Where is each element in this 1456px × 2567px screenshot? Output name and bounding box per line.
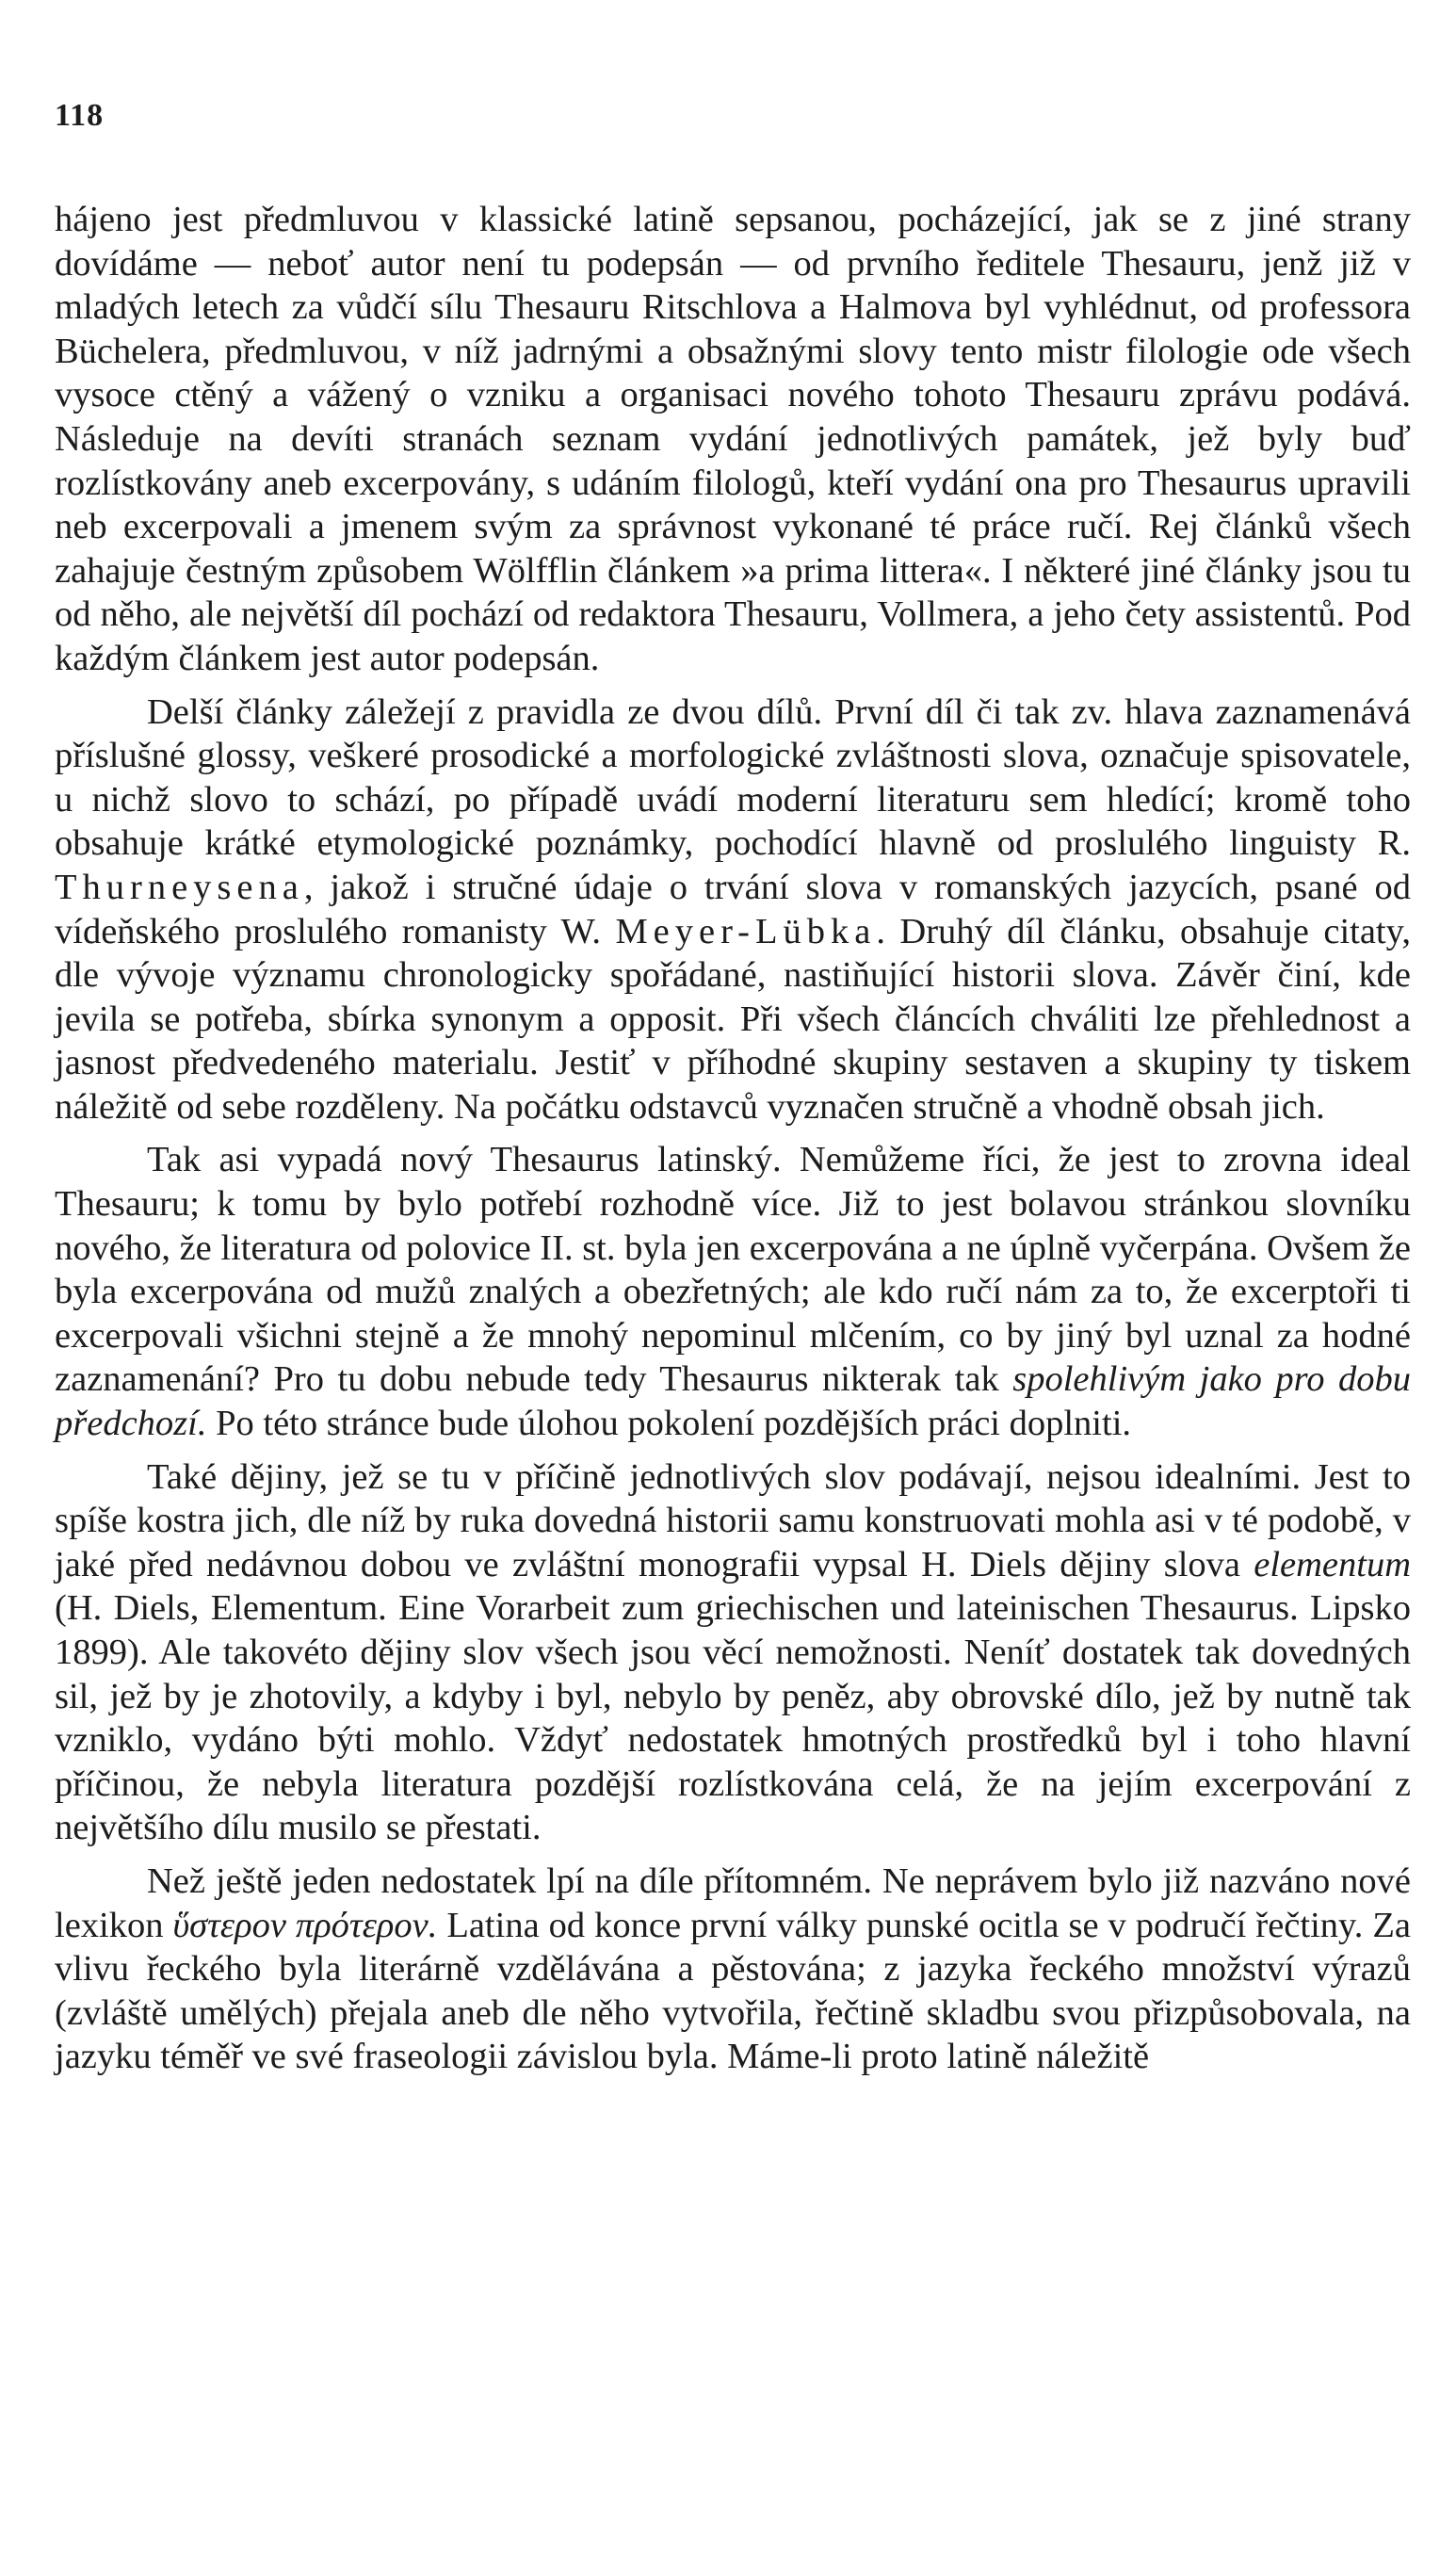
paragraph-3 <box>55 1138 1411 1445</box>
text-body <box>55 198 1411 2079</box>
paragraph-4-text-a: Také dějiny, jež se tu v příčině jednotlivých slov podávají, nejsou idealními. Jest to spíše kostra jich, dle níž by ruka dovedná historii samu konstruovati mohla asi v té podobě, v jaké před nedávnou dobou ve zvláštní monografii vypsal H. Diels dějiny slova <box>55 1456 1411 1584</box>
paragraph-2 <box>55 690 1411 1129</box>
paragraph-4-text-b: (H. Diels, Elementum. Eine Vorarbeit zum griechischen und lateinischen Thesaurus. Lipsko 1899). Ale takovéto dějiny slov všech jsou věcí nemožnosti. Neníť dostatek tak dovedných sil, jež by je zhotovily, a kdyby i byl, nebylo by peněz, aby obrovské dílo, jež by nutně tak vzniklo, vydáno býti mohlo. Vždyť nedostatek hmotných prostředků byl i toho hlavní příčinou, že nebyla literatura pozdější rozlístkována celá, že na jejím excerpování z největšího dílu musilo se přestati. <box>55 1588 1411 1848</box>
paragraph-1-text: hájeno jest předmluvou v klassické latině sepsanou, pocházející, jak se z jiné strany dovídáme — neboť autor není tu podepsán — od prvního ředitele Thesauru, jenž již v mladých letech za vůdčí sílu Thesauru Ritschlova a Halmova byl vyhlédnut, od professora Büchelera, předmluvou, v níž jadrnými a obsažnými slovy tento mistr filologie ode všech vysoce ctěný a vážený o vzniku a organisaci nového tohoto Thesauru zprávu podává. Následuje na devíti stranách seznam vydání jednotlivých památek, jež byly buď rozlístkovány aneb excerpovány, s udáním filologů, kteří vydání ona pro Thesaurus upravili neb excerpovali a jmenem svým za správnost vykonané té práce ručí. Rej článků všech zahajuje čestným způsobem Wölfflin článkem »a prima littera«. I některé jiné články jsou tu od něho, ale největší díl pochází od redaktora Thesauru, Vollmera, a jeho čety assistentů. Pod každým článkem jest autor podepsán. <box>55 200 1411 678</box>
paragraph-5 <box>55 1860 1411 2079</box>
paragraph-5-text-a: Než ještě jeden nedostatek lpí na díle přítomném. Ne neprávem bylo již nazváno nové lexikon <box>55 1860 1411 1945</box>
paragraph-5-text-b: Latina od konce první války punské ocitla se v područí řečtiny. Za vlivu řeckého byla literárně vzdělávána a pěstována; z jazyka řeckého množství výrazů (zvláště umělých) přejala aneb dle něho vytvořila, řečtině skladbu svou přizpůsobovala, na jazyku téměř ve své fraseologii závislou byla. Máme-li proto latině náležitě <box>55 1905 1411 2077</box>
name-thurneysen: Thurneysena <box>55 867 304 907</box>
paragraph-1 <box>55 198 1411 681</box>
paragraph-3-text-a: Tak asi vypadá nový Thesaurus latinský. Nemůžeme říci, že jest to zrovna ideal Thesauru; k tomu by bylo potřebí rozhodně více. Již to jest bolavou stránkou slovníku nového, že literatura od polovice II. st. byla jen excerpována a ne úplně vyčerpána. Ovšem že byla excerpována od mužů znalých a obezřetných; ale kdo ručí nám za to, že excerptoři ti excerpovali všichni stejně a že mnohý nepominul mlčením, co by jiný byl uznal za hodné zaznamenání? Pro tu dobu nebude tedy Thesaurus nikterak tak <box>55 1140 1411 1400</box>
greek-phrase: ὕστερον πρότερον. <box>172 1905 438 1945</box>
paragraph-2-text-c: . Druhý díl článku, obsahuje citaty, dle vývoje významu chronologicky spořádané, nastiňující historii slova. Závěr činí, kde jevila se potřeba, sbírka synonym a opposit. Při všech článcích chváliti lze přehlednost a jasnost předvedeného materialu. Jestiť v příhodné skupiny sestaven a skupiny ty tiskem náležitě od sebe rozděleny. Na počátku odstavců vyznačen stručně a vhodně obsah jich. <box>55 911 1411 1127</box>
paragraph-2-text-b: , jakož i stručné údaje o trvání slova v romanských jazycích, psané od vídeňského proslulého romanisty W. <box>55 867 1411 951</box>
paragraph-2-text-a: Delší články záležejí z pravidla ze dvou dílů. První díl či tak zv. hlava zaznamenává příslušné glossy, veškeré prosodické a morfologické zvláštnosti slova, označuje spisovatele, u nichž slovo to schází, po případě uvádí moderní literaturu sem hledící; kromě toho obsahuje krátké etymologické poznámky, pochodící hlavně od proslulého linguisty R. <box>55 691 1411 864</box>
word-elementum: elementum <box>1254 1544 1411 1584</box>
paragraph-3-text-b: Po této stránce bude úlohou pokolení pozdějších práci doplniti. <box>206 1404 1132 1444</box>
paragraph-4 <box>55 1455 1411 1850</box>
paragraph-3-italic: spolehlivým jako pro dobu předchozí. <box>55 1359 1412 1444</box>
name-meyer-lubke: Meyer-Lübka <box>615 911 877 951</box>
page-number: 118 <box>55 98 105 133</box>
